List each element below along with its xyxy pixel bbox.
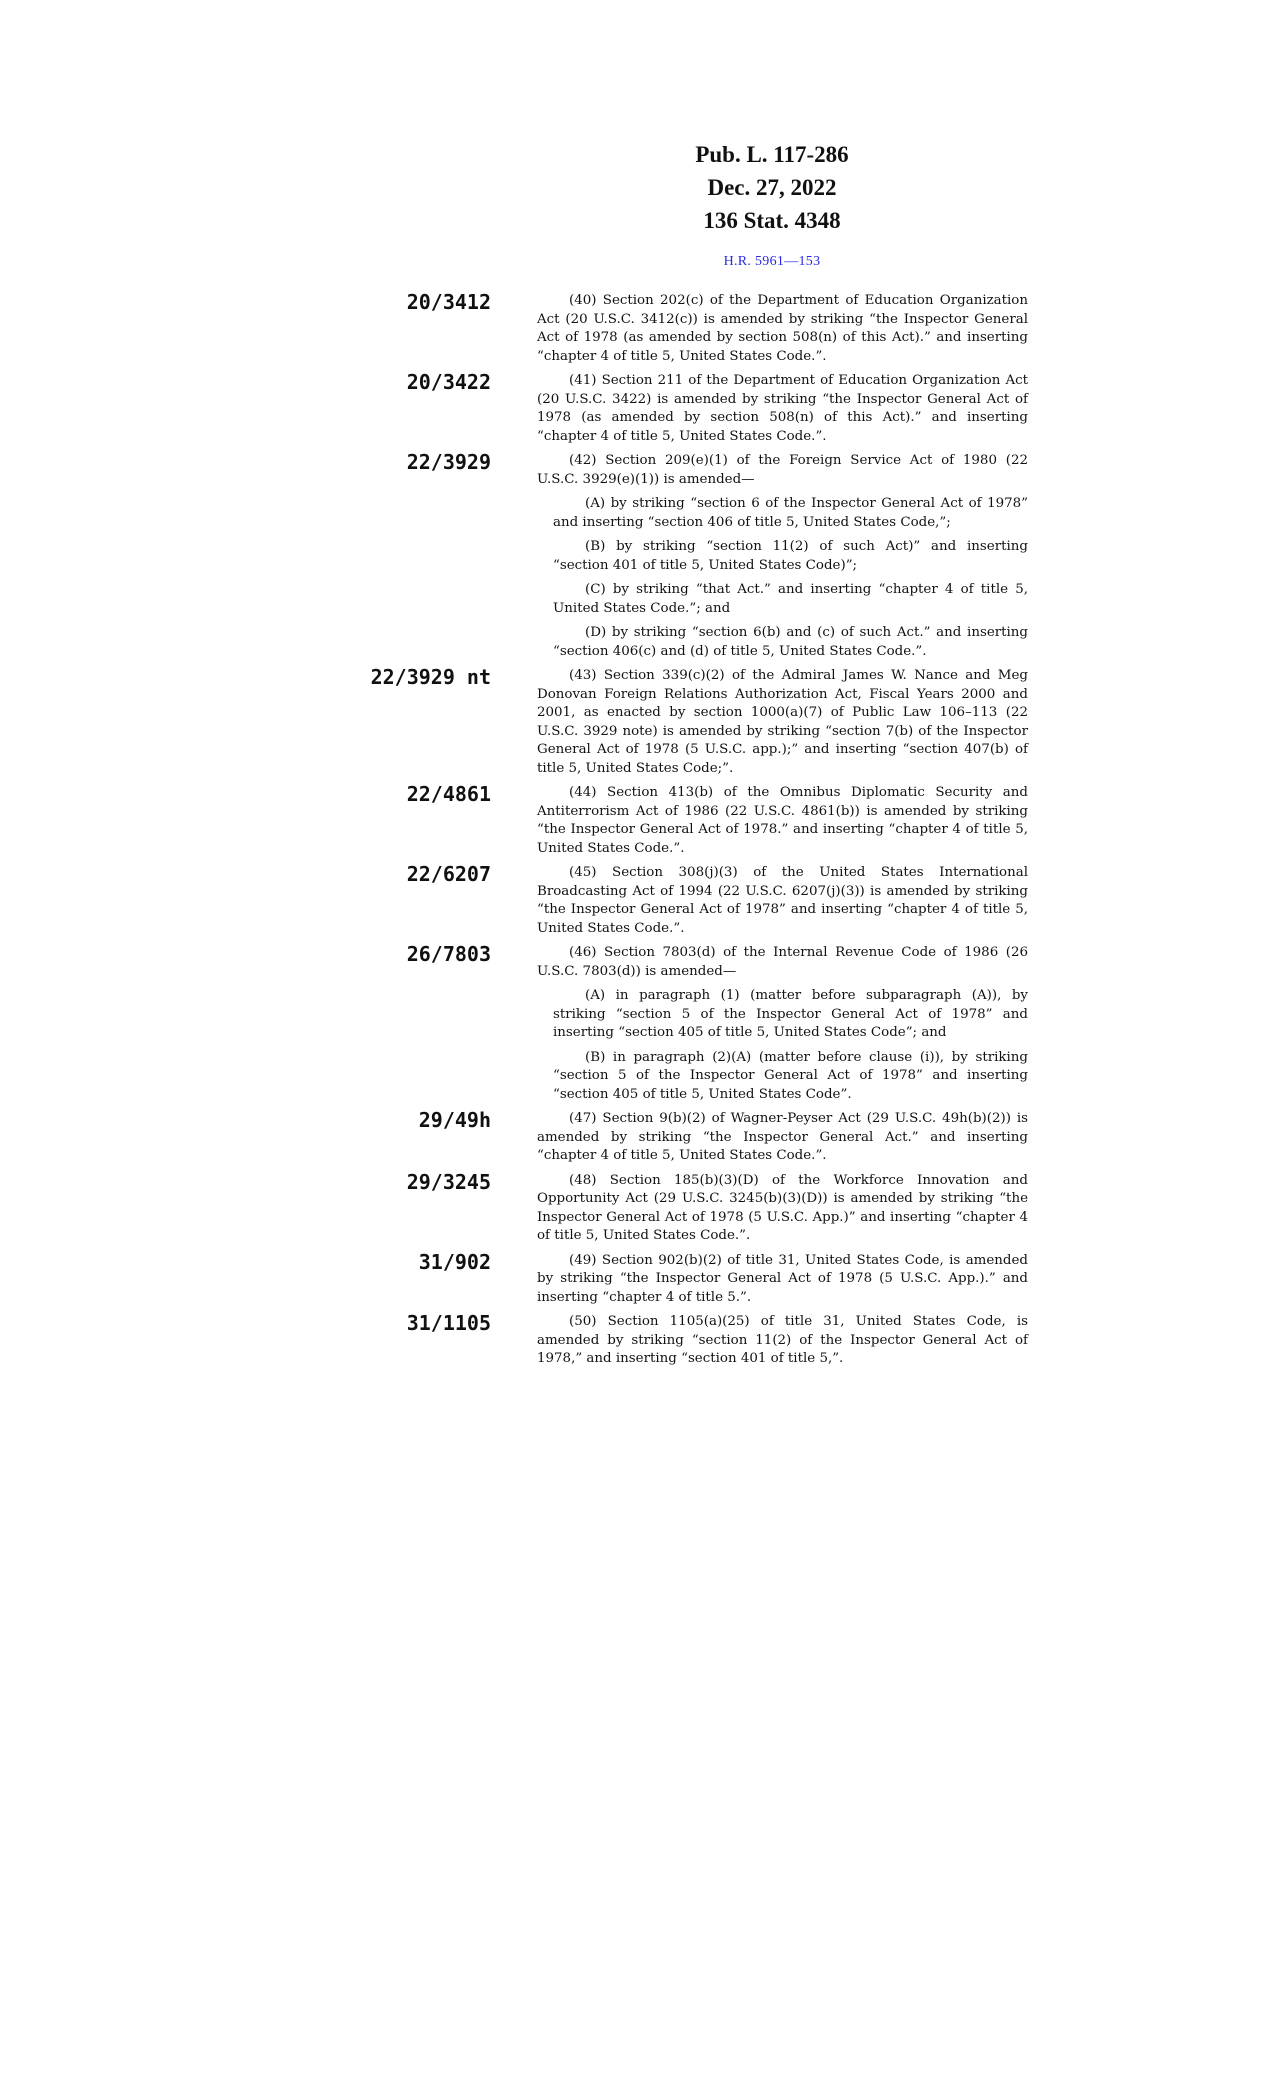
- amendment-list: [0, 292, 1273, 1375]
- margin-citation: 20/3412: [406, 290, 491, 314]
- amendment-entry: [0, 292, 1273, 366]
- amendment-entry: [0, 667, 1273, 778]
- amendment-entry: [0, 452, 1273, 661]
- amendment-subparagraph: (D) by striking “section 6(b) and (c) of such Act.” and inserting “section 406(c) and (d) of title 5, United States Code.”.: [553, 625, 1028, 659]
- amendment-paragraph: (46) Section 7803(d) of the Internal Revenue Code of 1986 (26 U.S.C. 7803(d)) is amended—: [537, 945, 1028, 979]
- bill-page-link[interactable]: H.R. 5961—153: [723, 254, 821, 269]
- amendment-paragraph: (41) Section 211 of the Department of Education Organization Act (20 U.S.C. 3422) is amended by striking “the Inspector General Act of 1978 (as amended by section 508(n) of this Act).” and inserting “chapter 4 of title 5, United States Code.”.: [537, 373, 1028, 444]
- margin-citation: 29/3245: [406, 1169, 491, 1194]
- amendment-entry: [0, 372, 1273, 446]
- margin-citation: 31/902: [418, 1249, 491, 1274]
- margin-citation: 26/7803: [406, 942, 491, 966]
- amendment-entry: [0, 944, 1273, 1104]
- margin-citation: 31/1105: [406, 1311, 491, 1335]
- amendment-entry: [0, 1313, 1273, 1369]
- enactment-date: Dec. 27, 2022: [707, 175, 837, 200]
- amendment-paragraph: (43) Section 339(c)(2) of the Admiral James W. Nance and Meg Donovan Foreign Relations Authorization Act, Fiscal Years 2000 and 2001, as enacted by section 1000(a)(7) of Public Law 106–113 (22 U.S.C. 3929 note) is amended by striking “section 7(b) of the Inspector General Act of 1978 (5 U.S.C. app.);” and inserting “section 407(b) of title 5, United States Code;”.: [537, 668, 1028, 776]
- page-header: [540, 138, 1004, 270]
- amendment-entry: [0, 864, 1273, 938]
- margin-citation: 29/49h: [418, 1108, 491, 1132]
- amendment-subparagraph: (B) in paragraph (2)(A) (matter before clause (i)), by striking “section 5 of the Inspector General Act of 1978” and inserting “section 405 of title 5, United States Code”.: [553, 1049, 1028, 1102]
- amendment-paragraph: (45) Section 308(j)(3) of the United States International Broadcasting Act of 1994 (22 U.S.C. 6207(j)(3)) is amended by striking “the Inspector General Act of 1978” and inserting “chapter 4 of title 5, United States Code.”.: [537, 865, 1028, 936]
- margin-citation: 20/3422: [406, 370, 491, 394]
- margin-citation: 22/6207: [406, 862, 491, 886]
- margin-citation: 22/3929: [406, 450, 491, 474]
- amendment-entry: [0, 784, 1273, 858]
- amendment-subparagraph: (A) by striking “section 6 of the Inspector General Act of 1978” and inserting “section 406 of title 5, United States Code,”;: [553, 496, 1028, 530]
- amendment-paragraph: (42) Section 209(e)(1) of the Foreign Service Act of 1980 (22 U.S.C. 3929(e)(1)) is amended—: [537, 453, 1028, 487]
- amendment-paragraph: (40) Section 202(c) of the Department of Education Organization Act (20 U.S.C. 3412(c)) is amended by striking “the Inspector General Act of 1978 (as amended by section 508(n) of this Act).” and inserting “chapter 4 of title 5, United States Code.”.: [537, 293, 1028, 364]
- amendment-entry: [0, 1249, 1273, 1308]
- amendment-paragraph: (44) Section 413(b) of the Omnibus Diplomatic Security and Antiterrorism Act of 1986 (22 U.S.C. 4861(b)) is amended by striking “the Inspector General Act of 1978.” and inserting “chapter 4 of title 5, United States Code.”.: [537, 785, 1028, 856]
- amendment-paragraph: (49) Section 902(b)(2) of title 31, United States Code, is amended by striking “the Inspector General Act of 1978 (5 U.S.C. App.).” and inserting “chapter 4 of title 5.”.: [537, 1252, 1028, 1305]
- amendment-subparagraph: (A) in paragraph (1) (matter before subparagraph (A)), by striking “section 5 of the Inspector General Act of 1978” and inserting “section 405 of title 5, United States Code”; and: [553, 988, 1028, 1040]
- statutes-citation: 136 Stat. 4348: [703, 208, 841, 233]
- amendment-paragraph: (47) Section 9(b)(2) of Wagner-Peyser Act (29 U.S.C. 49h(b)(2)) is amended by striking “the Inspector General Act.” and inserting “chapter 4 of title 5, United States Code.”.: [537, 1111, 1028, 1163]
- amendment-entry: [0, 1169, 1273, 1246]
- public-law-number: Pub. L. 117-286: [695, 142, 849, 167]
- margin-citation: 22/4861: [406, 782, 491, 806]
- margin-citation: 22/3929 nt: [370, 665, 491, 689]
- amendment-subparagraph: (C) by striking “that Act.” and inserting “chapter 4 of title 5, United States Code.”; and: [553, 582, 1028, 616]
- amendment-paragraph: (50) Section 1105(a)(25) of title 31, United States Code, is amended by striking “section 11(2) of the Inspector General Act of 1978,” and inserting “section 401 of title 5,”.: [537, 1314, 1028, 1366]
- amendment-subparagraph: (B) by striking “section 11(2) of such Act)” and inserting “section 401 of title 5, United States Code)”;: [553, 539, 1028, 573]
- amendment-paragraph: (48) Section 185(b)(3)(D) of the Workforce Innovation and Opportunity Act (29 U.S.C. 3245(b)(3)(D)) is amended by striking “the Inspector General Act of 1978 (5 U.S.C. App.)” and inserting “chapter 4 of title 5, United States Code.”.: [537, 1172, 1028, 1243]
- amendment-entry: [0, 1110, 1273, 1166]
